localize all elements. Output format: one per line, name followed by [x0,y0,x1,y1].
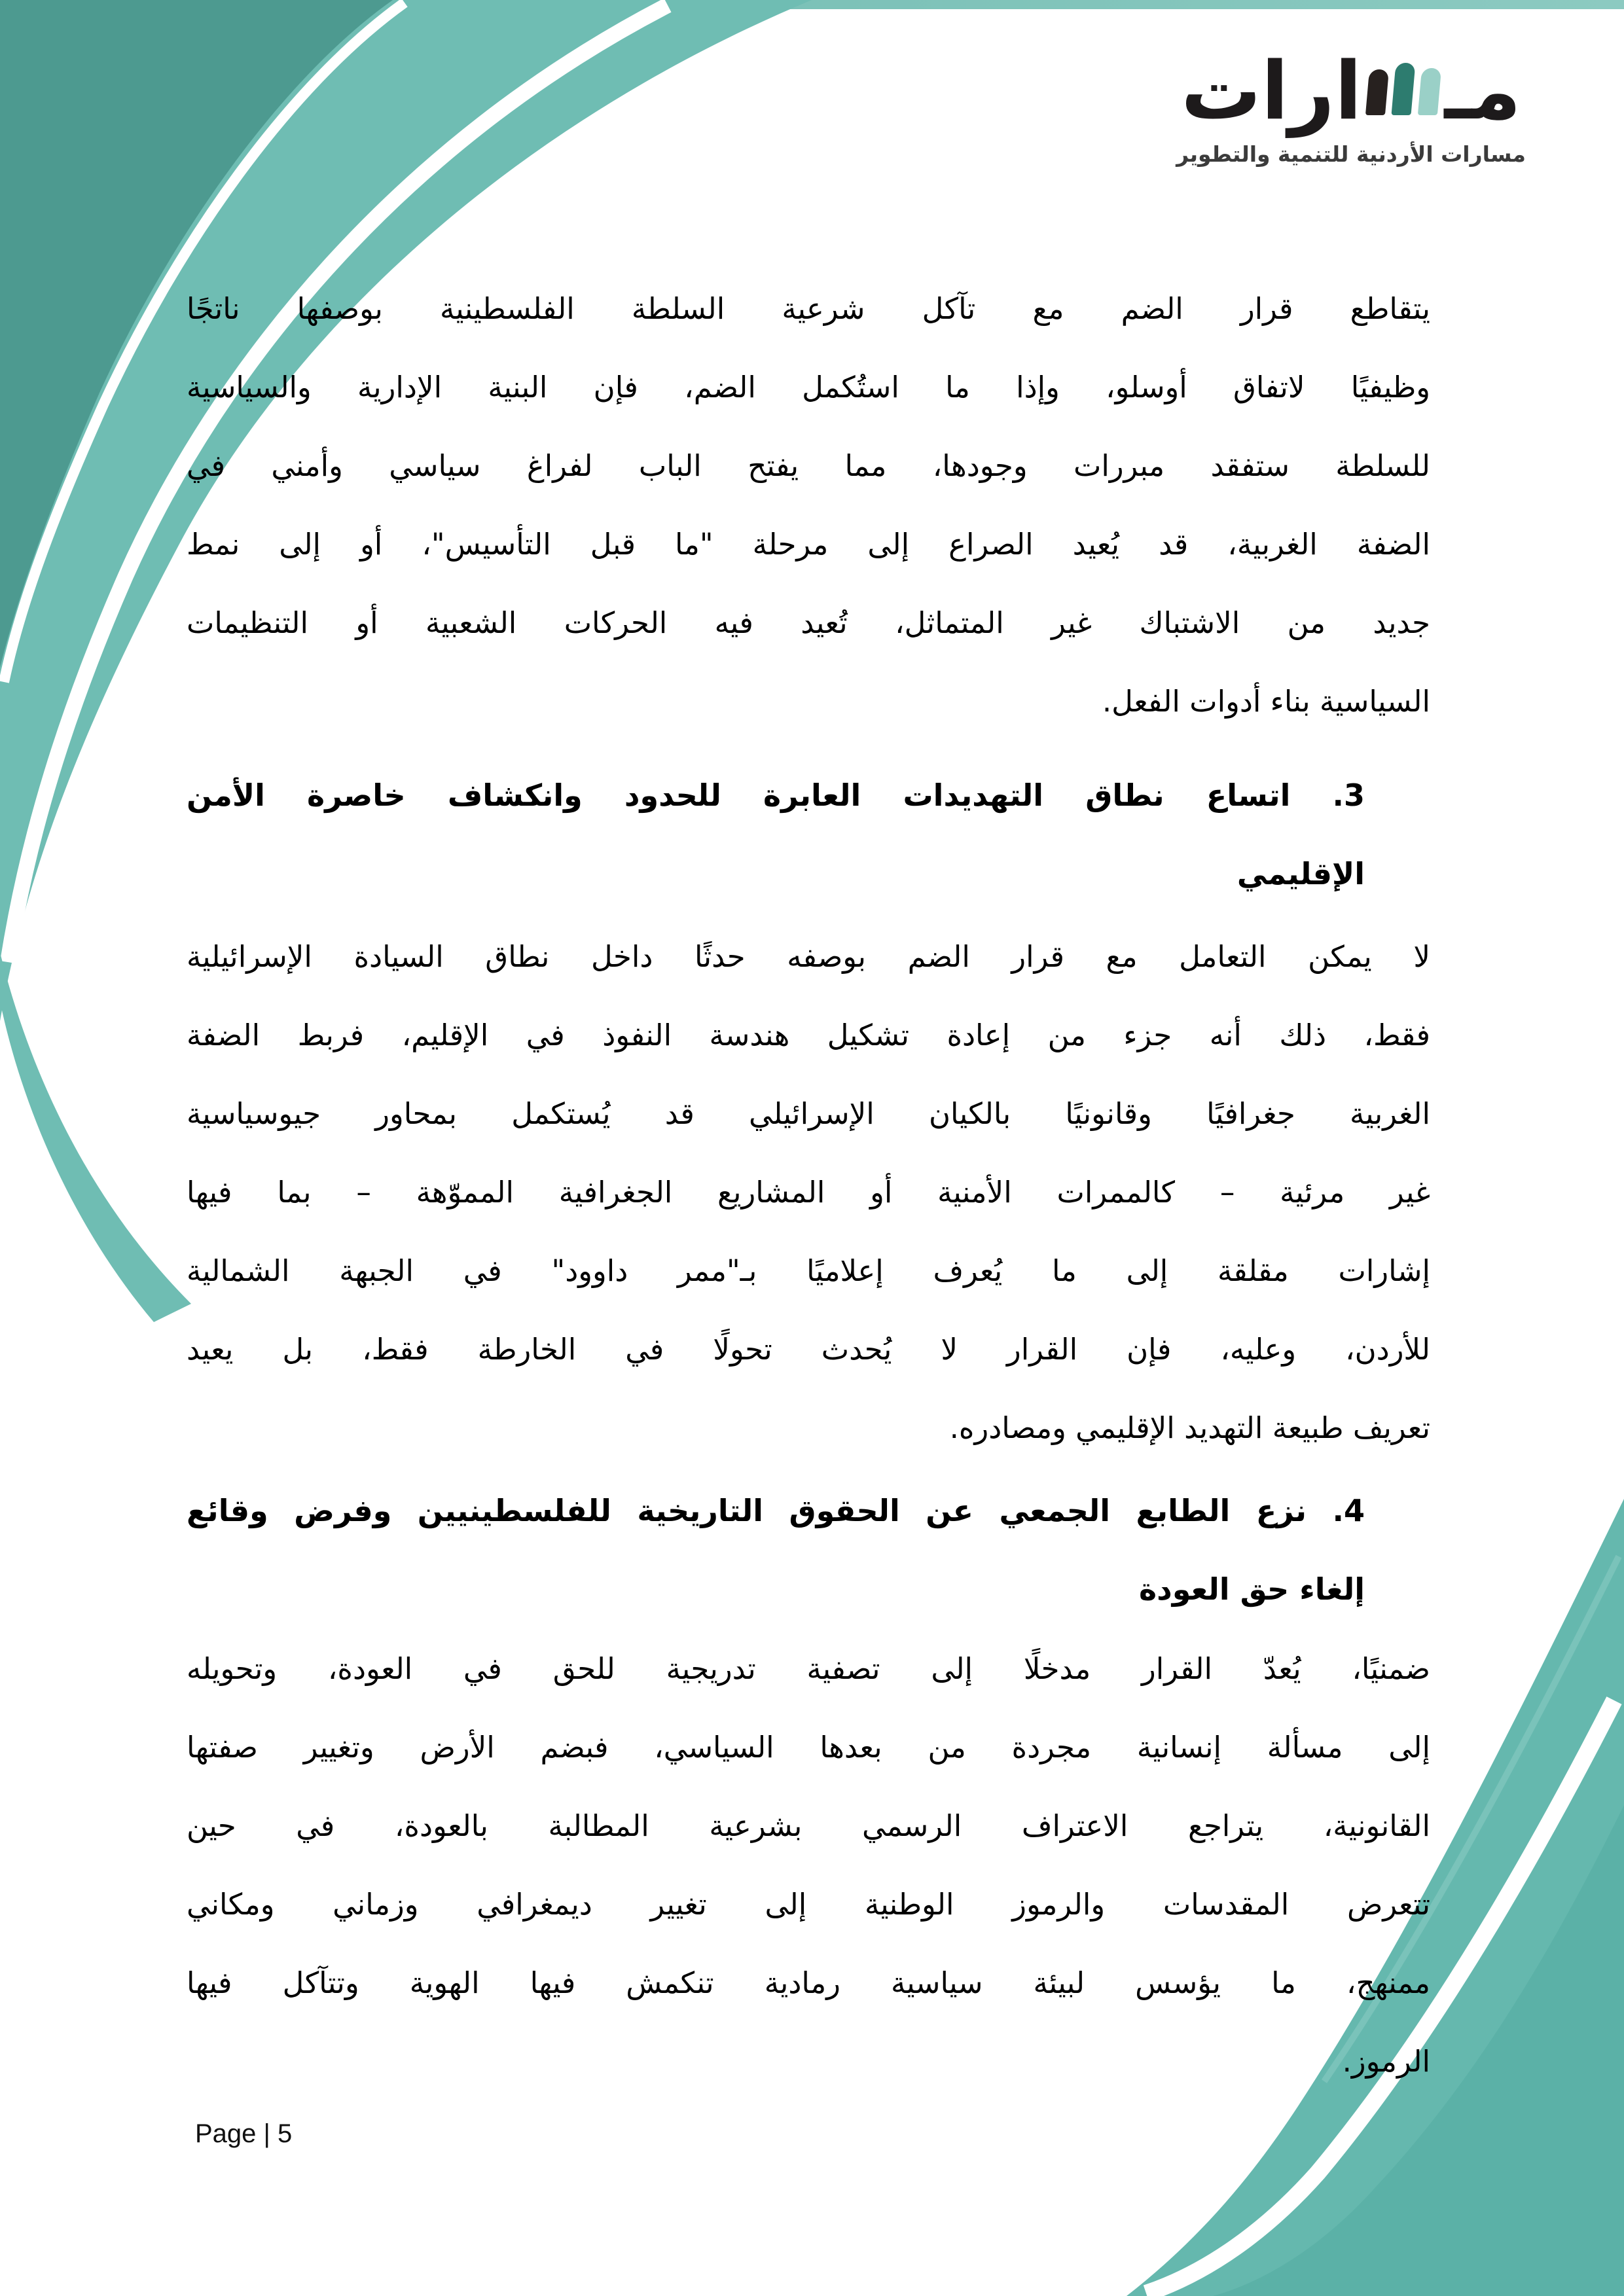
heading-line: الإقليمي [1236,856,1365,891]
logo-bar-light-icon [1418,68,1441,115]
paragraph-3 [187,1630,1430,2101]
text-line: القانونية، يتراجع الاعتراف الرسمي بشرعية المطالبة بالعودة، في حين [187,1808,1430,1843]
heading-line: 3. اتساع نطاق التهديدات العابرة للحدود وانكشاف خاصرة الأمن [187,778,1365,813]
text-line: إلى مسألة إنسانية مجردة من بعدها السياسي، فبضم الأرض وتغيير صفتها [187,1730,1430,1765]
text-line: وظيفيًا لاتفاق أوسلو، وإذا ما استُكمل الضم، فإن البنية الإدارية والسياسية [187,370,1430,404]
logo-tagline: مسارات الأردنية للتنمية والتطوير [1176,141,1526,167]
logo-letter-meem: مـ [1444,45,1521,137]
paragraph-1 [187,270,1430,741]
logo-seen-bars [1367,63,1439,115]
text-line: الرموز. [1342,2044,1430,2079]
heading-line: إلغاء حق العودة [1138,1571,1365,1607]
text-line: غير مرئية – كالممرات الأمنية أو المشاريع الجغرافية المموّهة – بما فيها [187,1175,1430,1210]
heading-3 [187,756,1365,913]
text-line: تعريف طبيعة التهديد الإقليمي ومصادره. [949,1410,1430,1445]
text-line: الضفة الغربية، قد يُعيد الصراع إلى مرحلة "ما قبل التأسيس"، أو إلى نمط [187,527,1430,562]
paragraph-2 [187,918,1430,1467]
text-line: للسلطة ستفقد مبررات وجودها، مما يفتح الباب لفراغ سياسي وأمني في [187,448,1430,483]
text-line: الغربية جغرافيًا وقانونيًا بالكيان الإسرائيلي قد يُستكمل بمحاور جيوسياسية [187,1096,1430,1131]
text-line: جديد من الاشتباك غير المتماثل، تُعيد فيه الحركات الشعبية أو التنظيمات [187,605,1430,640]
text-line: ممنهج، ما يؤسس لبيئة سياسية رمادية تنكمش فيها الهوية وتتآكل فيها [187,1965,1430,2000]
logo-bar-teal-icon [1391,63,1415,115]
text-line: يتقاطع قرار الضم مع تآكل شرعية السلطة الفلسطينية بوصفها ناتجًا [187,291,1430,326]
logo-wordmark [1181,45,1521,137]
text-line: للأردن، وعليه، فإن القرار لا يُحدث تحولًا في الخارطة فقط، بل يعيد [187,1332,1430,1367]
logo-bar-dark-icon [1365,69,1389,115]
heading-line: 4. نزع الطابع الجمعي عن الحقوق التاريخية للفلسطينيين وفرض وقائع [187,1493,1365,1528]
text-line: ضمنيًا، يُعدّ القرار مدخلًا إلى تصفية تدريجية للحق في العودة، وتحويله [187,1651,1430,1686]
page-number: Page | 5 [195,2119,293,2148]
text-line: تتعرض المقدسات والرموز الوطنية إلى تغيير ديمغرافي وزماني ومكاني [187,1887,1430,1922]
text-line: لا يمكن التعامل مع قرار الضم بوصفه حدثًا داخل نطاق السيادة الإسرائيلية [187,939,1430,974]
logo-letters-rest: ارات [1181,45,1362,137]
text-line: إشارات مقلقة إلى ما يُعرف إعلاميًا بـ"ممر داوود" في الجبهة الشمالية [187,1253,1430,1288]
text-line: فقط، ذلك أنه جزء من إعادة تشكيل هندسة النفوذ في الإقليم، فربط الضفة [187,1018,1430,1052]
text-line: السياسية بناء أدوات الفعل. [1102,684,1430,719]
heading-4 [187,1471,1365,1628]
masarat-logo [1176,45,1526,167]
